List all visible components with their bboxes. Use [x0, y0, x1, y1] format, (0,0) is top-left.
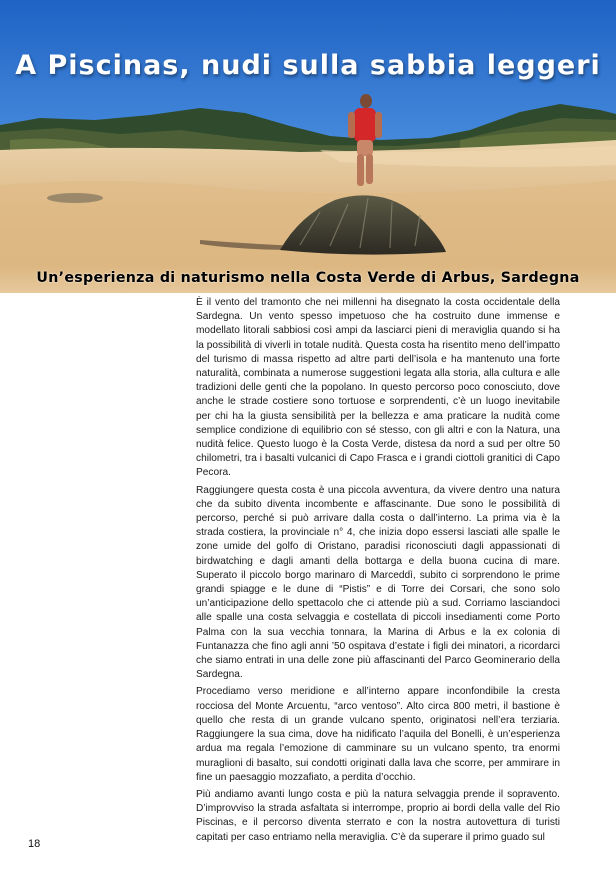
hero-photo [0, 0, 616, 293]
article-subtitle: Un’esperienza di naturismo nella Costa Verde di Arbus, Sardegna [0, 266, 616, 293]
article-paragraph: Più andiamo avanti lungo costa e più la natura selvaggia prende il sopravento. D’improvviso la strada asfaltata si interrompe, proprio ai bordi della valle del Rio Piscinas, e il percorso diventa sterrato e con la nostra autovettura di turisti capitati per caso entriamo nella meraviglia. C’è da superare il primo guado sul [196, 788, 560, 843]
article-paragraph: Raggiungere questa costa è una piccola avventura, da vivere dentro una natura che da subito diventa incombente e affascinante. Due sono le possibilità di percorso, perché si può arrivare dalla costa o dall’interno. La prima via è la strada costiera, la provinciale n° 4, che inizia dopo essersi lasciati alle spalle le zone umide del golfo di Oristano, paradisi riconosciuti dagli appassionati di birdwatching e dagli amanti della bottarga e della buona cucina di mare. Superato il piccolo borgo marinaro di Marceddì, subito ci sorprendono le prime grandi spiagge e le dune di “Pistis” e di Torre dei Corsari, che sono solo un’anticipazione dello spettacolo che ci attende più a sud. Corriamo lasciandoci alle spalle una costa selvaggia e costellata di piccoli insediamenti come Porto Palma con la sua vecchia tonnara, la Marina di Arbus e la ex colonia di Funtanazza che fino agli anni ’50 ospitava d’estate i figli dei minatori, a ricordarci che siamo entrati in una delle zone più affascinanti del Parco Geominerario della Sardegna. [196, 484, 560, 681]
article-body [196, 296, 560, 848]
article-paragraph: Procediamo verso meridione e all’interno appare inconfondibile la cresta rocciosa del Monte Arcuentu, “arco ventoso”. Alto circa 800 metri, il bastione è quello che resta di un grande vulcano spento, originatosi nell’era terziaria. Raggiungere la sua cima, dove ha nidificato l’aquila del Bonelli, è un’esperienza ardua ma regala l’emozione di camminare su un vulcano spento, tra enormi muraglioni di basalto, sui condotti originati dalla lava che scorre, per ammirare in fine un paesaggio mozzafiato, a perdita d’occhio. [196, 686, 560, 783]
article-title: A Piscinas, nudi sulla sabbia leggeri [15, 50, 601, 81]
dune-landscape-image [0, 0, 616, 293]
page-number: 18 [28, 838, 41, 850]
article-paragraph: È il vento del tramonto che nei millenni ha disegnato la costa occidentale della Sardegna. Un vento spesso impetuoso che ha costruito dune immense e modellato litorali sabbiosi così ampi da lasciarci pieni di meraviglia quando si ha la possibilità di viverli in totale nudità. Questa costa ha risentito meno dell’impatto del turismo di massa rispetto ad altre parti dell’isola e ha mantenuto una forte naturalità, combinata a numerose suggestioni legata alla storia, alla cultura e alle tradizioni delle genti che la popolano. In questo percorso poco conosciuto, dove anche le strade costiere sono tortuose e sorprendenti, c’è un luogo inevitabile per chi ha la giusta sensibilità per la bellezza e ama praticare la nudità come semplice condizione di equilibrio con sé stesso, con gli altri e con la Natura, una nudità felice. Questo luogo è la Costa Verde, distesa da nord a sud per oltre 50 chilometri, tra i basalti vulcanici di Capo Frasca e i grandi ciottoli granitici di Capo Pecora. [196, 297, 560, 479]
